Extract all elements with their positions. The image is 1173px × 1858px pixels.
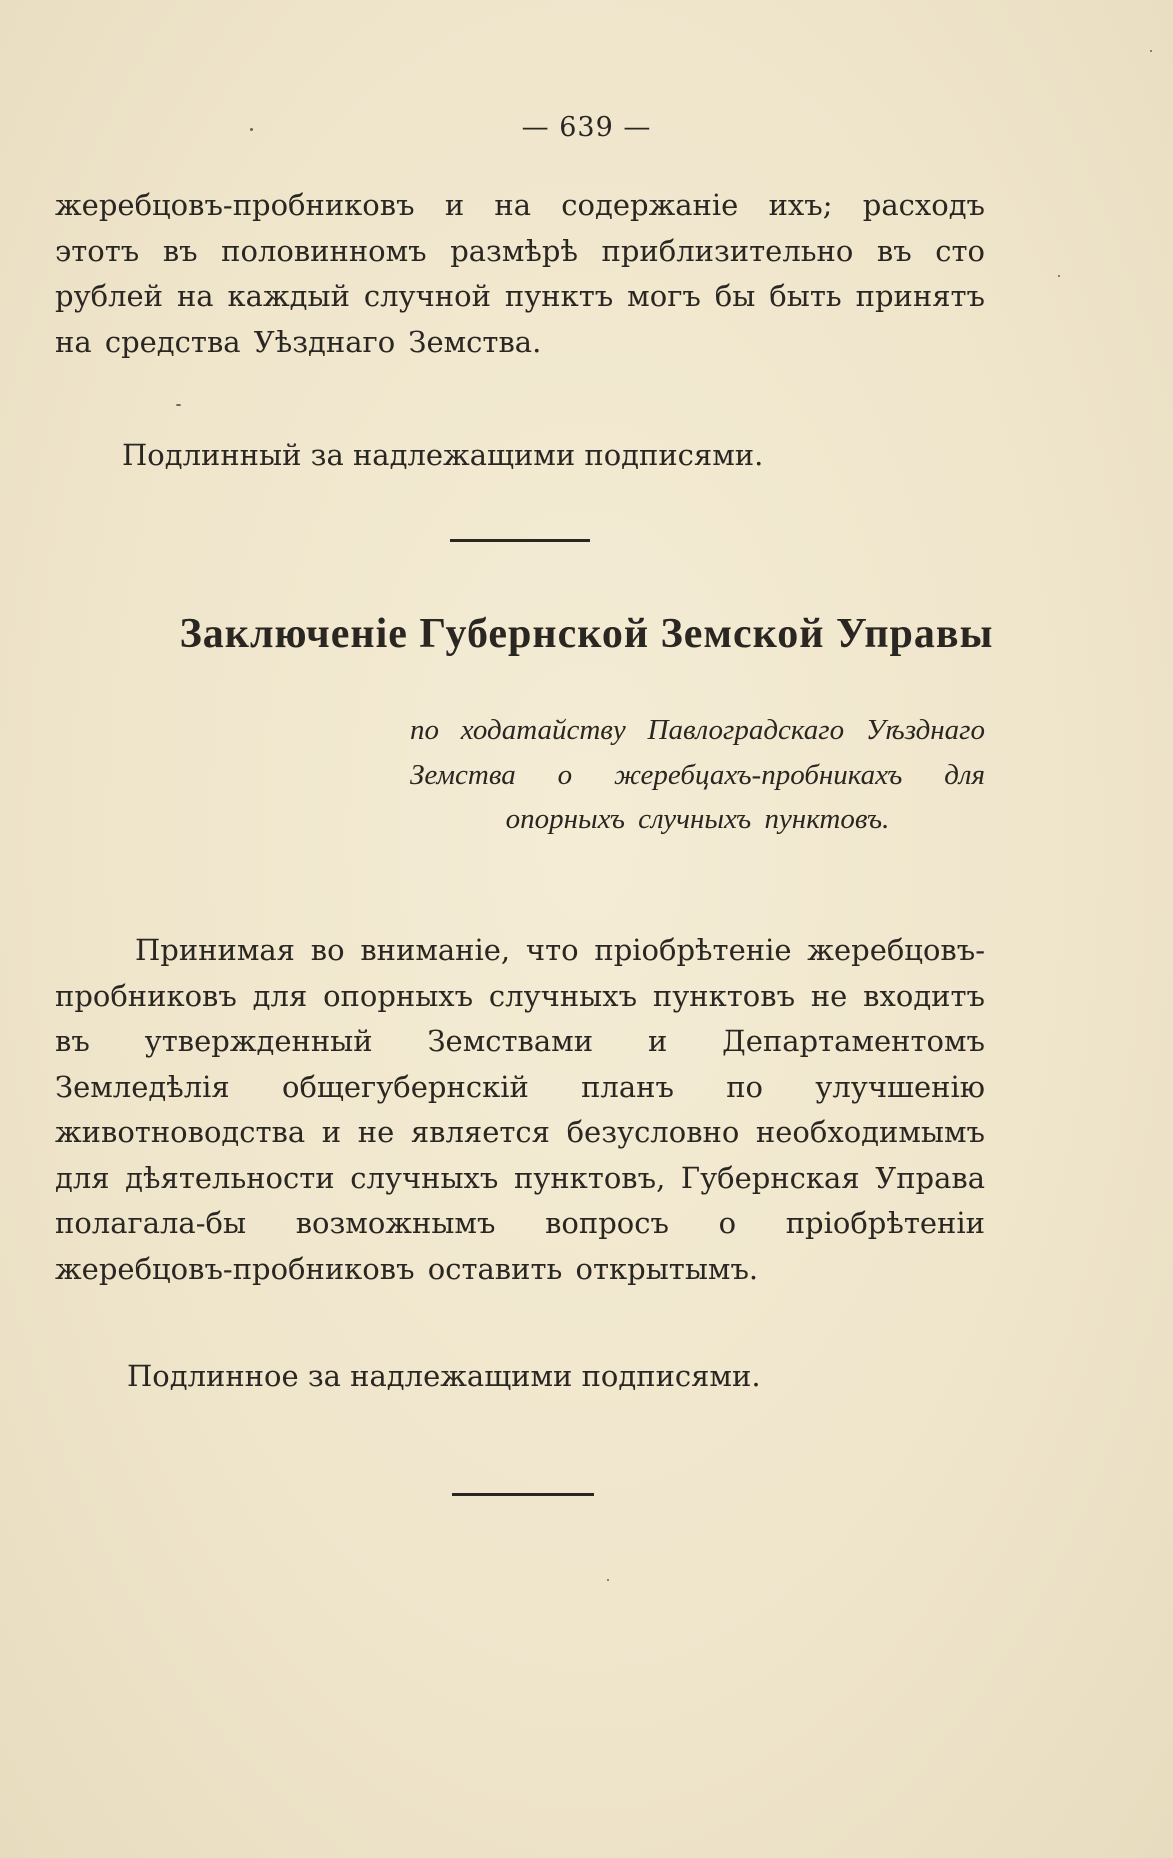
print-speck: [1150, 50, 1152, 52]
section-subtitle: по ходатайству Павлоградскаго Уѣзднаго Земства о жеребцахъ-пробникахъ для опорныхъ случныхъ пунктовъ.: [410, 714, 985, 835]
section-divider-1: [450, 539, 590, 542]
page-number: — 639 —: [521, 112, 652, 143]
print-speck: [176, 404, 181, 406]
main-paragraph: Принимая во вниманіе, что пріобрѣтеніе жеребцовъ-пробниковъ для опорныхъ случныхъ пунктовъ не входитъ въ утвержденный Земствами и Департаментомъ Земледѣлія общегубернскій планъ по улучшенію животноводства и не является безусловно необходимымъ для дѣятельности случныхъ пунктовъ, Губернская Управа полагала-бы возможнымъ вопросъ о пріобрѣтеніи жеребцовъ-пробниковъ оставить открытымъ.: [55, 933, 985, 1286]
section-divider-2: [452, 1493, 594, 1496]
signature-line-1: Подлинный за надлежащими подписями.: [122, 438, 764, 472]
print-speck: [250, 128, 253, 131]
intro-paragraph: жеребцовъ-пробниковъ и на содержаніе ихъ; расходъ этотъ въ половинномъ размѣрѣ приблизительно въ сто рублей на каждый случной пунктъ могъ бы быть принятъ на средства Уѣзднаго Земства.: [55, 188, 985, 359]
print-speck: [607, 1579, 609, 1581]
print-speck: [1058, 275, 1060, 277]
section-heading: Заключеніе Губернской Земской Управы: [179, 611, 994, 657]
signature-line-2: Подлинное за надлежащими подписями.: [127, 1359, 761, 1393]
